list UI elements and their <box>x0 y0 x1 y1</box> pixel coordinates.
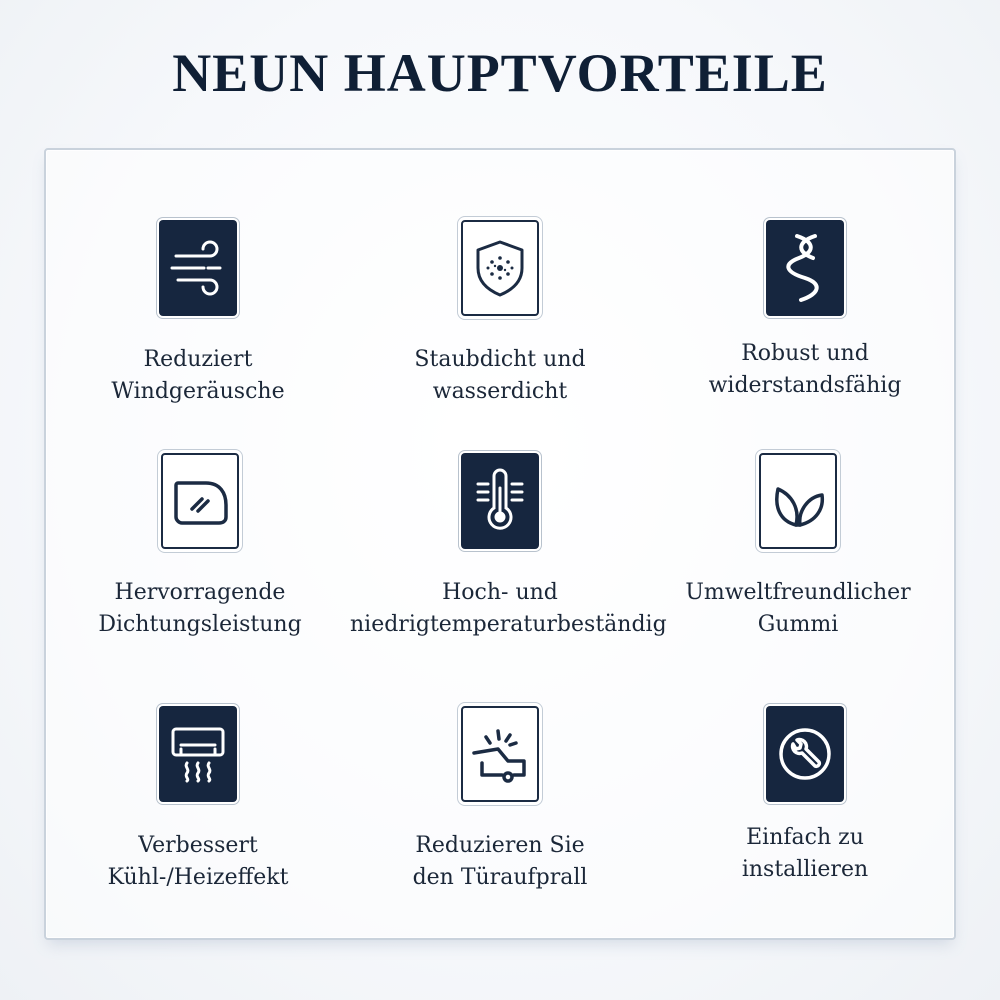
feature-temperature <box>350 453 667 641</box>
feature-label-line1: Robust und <box>741 341 869 366</box>
feature-label-line1: Staubdicht und <box>414 347 586 372</box>
feature-label-line2: Windgeräusche <box>111 379 285 404</box>
wind-icon <box>159 220 237 316</box>
feature-label-line1: Verbessert <box>138 833 258 858</box>
feature-label-line2: den Türaufprall <box>412 865 588 890</box>
feature-label-line2: Gummi <box>757 612 839 637</box>
feature-label-line1: Hervorragende <box>114 580 286 605</box>
feature-label-line1: Reduzieren Sie <box>415 833 585 858</box>
feature-label-line1: Einfach zu <box>746 825 864 850</box>
car-door-impact-icon <box>461 706 539 802</box>
wrench-icon <box>766 706 844 802</box>
feature-label-line1: Reduziert <box>143 347 253 372</box>
window-seal-icon <box>161 453 239 549</box>
feature-label-line2: wasserdicht <box>432 379 568 404</box>
feature-robust <box>655 220 955 402</box>
feature-climate <box>48 706 348 894</box>
thermometer-icon <box>461 453 539 549</box>
shield-icon <box>461 220 539 316</box>
feature-label-line2: widerstandsfähig <box>708 373 902 398</box>
feature-door-impact <box>350 706 650 894</box>
feature-seal <box>50 453 350 641</box>
feature-install <box>655 706 955 886</box>
feature-label-line2: installieren <box>741 857 869 882</box>
leaf-icon <box>759 453 837 549</box>
feature-eco <box>648 453 948 641</box>
feature-label-line2: Dichtungsleistung <box>98 612 302 637</box>
feature-label-line1: Umweltfreundlicher <box>685 580 911 605</box>
feature-wind <box>48 220 348 408</box>
page-title: NEUN HAUPTVORTEILE <box>172 43 828 103</box>
air-conditioner-icon <box>159 706 237 802</box>
feature-label-line2: niedrigtemperaturbeständig <box>350 612 667 637</box>
feature-label-line1: Hoch- und <box>442 580 558 605</box>
spring-icon <box>766 220 844 316</box>
feature-label-line2: Kühl-/Heizeffekt <box>107 865 289 890</box>
feature-dustproof <box>350 220 650 408</box>
